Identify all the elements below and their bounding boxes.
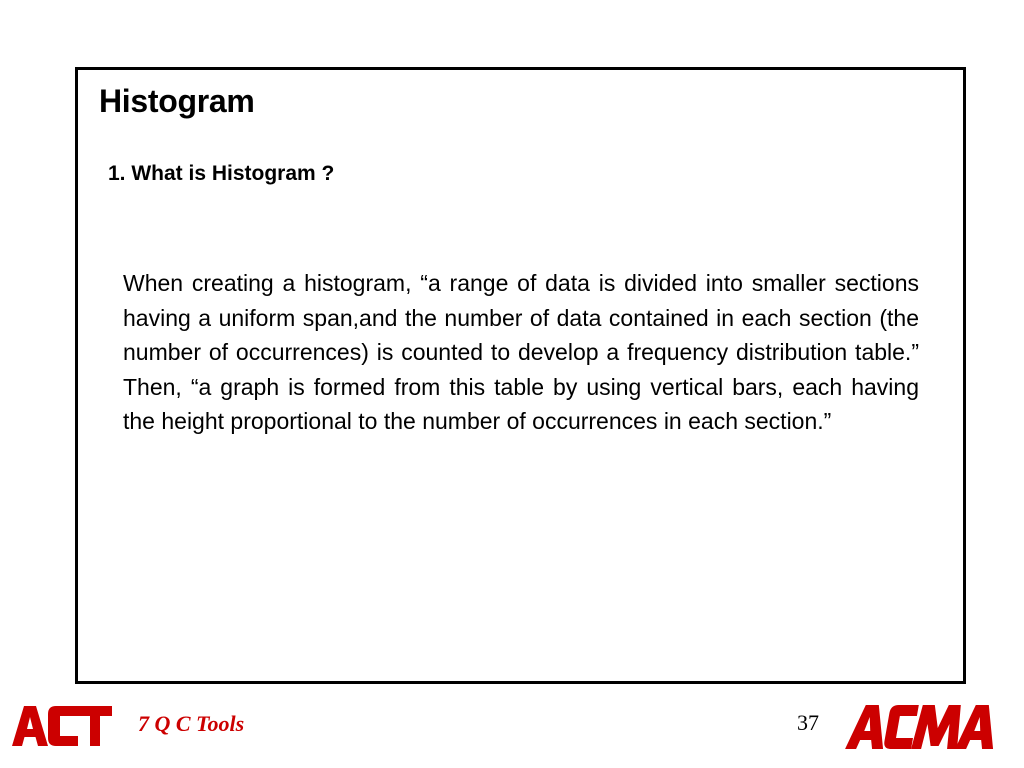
acma-logo bbox=[845, 704, 999, 750]
section-heading: 1. What is Histogram ? bbox=[108, 162, 335, 185]
act-logo bbox=[12, 705, 112, 747]
content-frame bbox=[75, 67, 966, 684]
slide-title: Histogram bbox=[99, 83, 255, 119]
page-number: 37 bbox=[797, 710, 819, 735]
footer-tools-label: 7 Q C Tools bbox=[138, 711, 245, 736]
definition-paragraph: When creating a histogram, “a range of data is divided into smaller sections having a uniform span,and the number of data contained in each section (the number of occurrences) is counted to develop a frequency distribution table.” Then, “a graph is formed from this table by using vertical bars, each having the height proportional to the number of occurrences in each section.” bbox=[123, 270, 919, 434]
